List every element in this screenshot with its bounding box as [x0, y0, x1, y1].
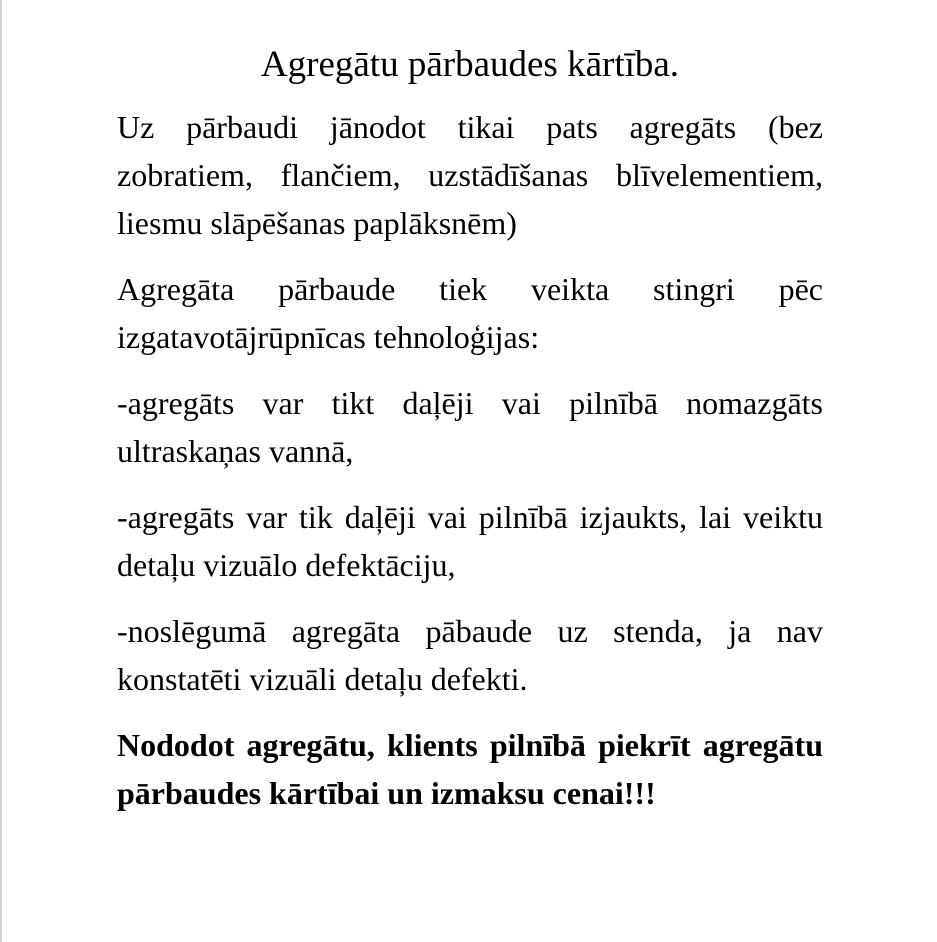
document-title: Agregātu pārbaudes kārtība. [260, 44, 680, 85]
paragraph-inspection-method: Agregāta pārbaude tiek veikta stingri pēc izgatavotājrūpnīcas tehnoloģijas: [117, 271, 823, 355]
paragraph-submission-requirements: Uz pārbaudi jānodot tikai pats agregāts (bez zobratiem, flančiem, uzstādīšanas blīvelementiem, liesmu slāpēšanas paplāksnēm) [117, 109, 823, 241]
list-item-ultrasonic-wash: -agregāts var tikt daļēji vai pilnībā nomazgāts ultraskaņas vannā, [117, 385, 823, 469]
list-item-bench-test: -noslēgumā agregāta pābaude uz stenda, ja nav konstatēti vizuāli detaļu defekti. [117, 613, 823, 697]
list-item-disassembly: -agregāts var tik daļēji vai pilnībā izjaukts, lai veiktu detaļu vizuālo defektāciju, [117, 499, 823, 583]
paragraph-client-agreement: Nododot agregātu, klients pilnībā piekrīt agregātu pārbaudes kārtībai un izmaksu cenai!!! [117, 727, 823, 811]
document-page [117, 0, 823, 835]
page-left-border [0, 0, 2, 942]
